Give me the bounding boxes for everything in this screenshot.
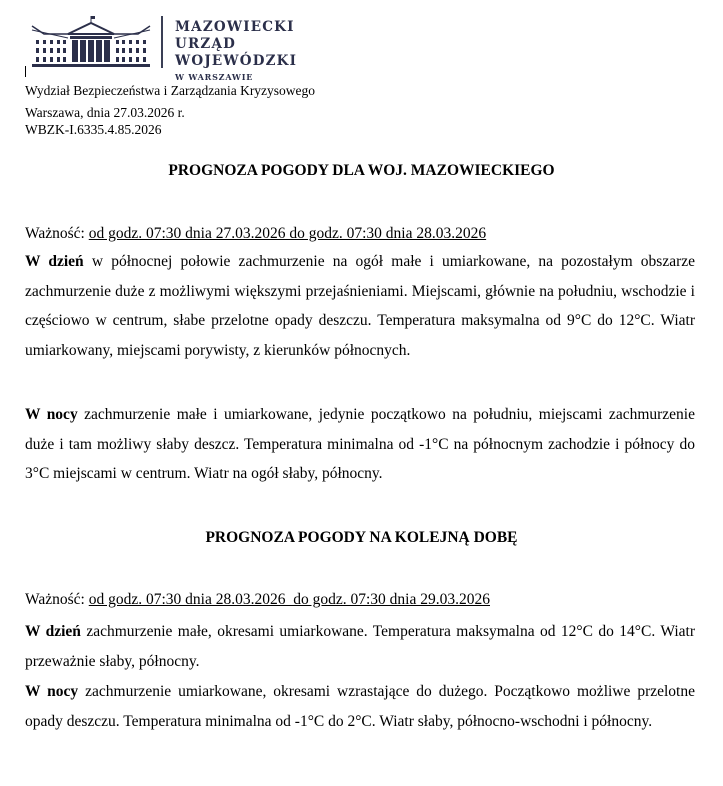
institution-logo: [30, 14, 350, 82]
document-header: [25, 82, 315, 138]
logo-line-1: MAZOWIECKI: [175, 19, 295, 35]
day-label: W dzień: [25, 623, 81, 640]
validity-range: od godz. 07:30 dnia 27.03.2026 do godz. 07:30 dnia 28.03.2026: [88, 225, 487, 242]
forecast-2-day: [25, 617, 695, 676]
logo-divider: [161, 16, 163, 68]
validity-label: Ważność:: [25, 225, 85, 242]
logo-line-2: URZĄD WOJEWÓDZKI: [175, 36, 298, 69]
forecast-1-validity: [25, 225, 486, 243]
text-cursor: [25, 66, 26, 77]
night-label: W nocy: [25, 683, 79, 700]
day-text: w północnej połowie zachmurzenie na ogół małe i umiarkowane, na pozostałym obszarze zachmurzenie duże z możliwymi większymi przejaśnieniami. Miejscami, głównie na południu, wschodzie i częściowo w centrum, słabe przelotne opady deszczu. Temperatura maksymalna od 9°C do 12°C. Wiatr umiarkowany, miejscami porywisty, z kierunków północnych.: [25, 253, 696, 359]
building-colonnade-icon: [30, 14, 152, 70]
night-text: zachmurzenie małe i umiarkowane, jedynie początkowo na południu, miejscami zachmurzenie duże i tam możliwy słaby deszcz. Temperatura minimalna od -1°C na północnym zachodzie i północy do 3°C miejscami w centrum. Wiatr na ogół słaby, północny.: [25, 406, 695, 482]
forecast-2-validity: [25, 591, 490, 609]
validity-label: Ważność:: [25, 591, 85, 608]
day-text: zachmurzenie małe, okresami umiarkowane. Temperatura maksymalna od 12°C do 14°C. Wiatr przeważnie słaby, północny.: [25, 623, 695, 670]
forecast-1-title: PROGNOZA POGODY DLA WOJ. MAZOWIECKIEGO: [168, 162, 555, 179]
forecast-2-night: [25, 677, 695, 736]
night-text: zachmurzenie umiarkowane, okresami wzrastające do dużego. Początkowo możliwe przelotne opady deszczu. Temperatura minimalna od -1°C do 2°C. Wiatr słaby, północno-wschodni i północny.: [25, 683, 695, 730]
logo-line-3: W WARSZAWIE: [175, 72, 254, 82]
forecast-1-night: [25, 400, 695, 489]
department-name: Wydział Bezpieczeństwa i Zarządzania Kryzysowego: [25, 83, 316, 98]
forecast-2-title: PROGNOZA POGODY NA KOLEJNĄ DOBĘ: [205, 529, 518, 546]
day-label: W dzień: [25, 253, 84, 270]
reference-number: WBZK-I.6335.4.85.2026: [25, 122, 162, 137]
validity-range: od godz. 07:30 dnia 28.03.2026 do godz. 07:30 dnia 29.03.2026: [88, 591, 490, 608]
logo-text: [175, 19, 350, 84]
night-label: W nocy: [25, 406, 78, 423]
forecast-1-day: [25, 247, 695, 365]
place-date: Warszawa, dnia 27.03.2026 r.: [25, 105, 185, 120]
